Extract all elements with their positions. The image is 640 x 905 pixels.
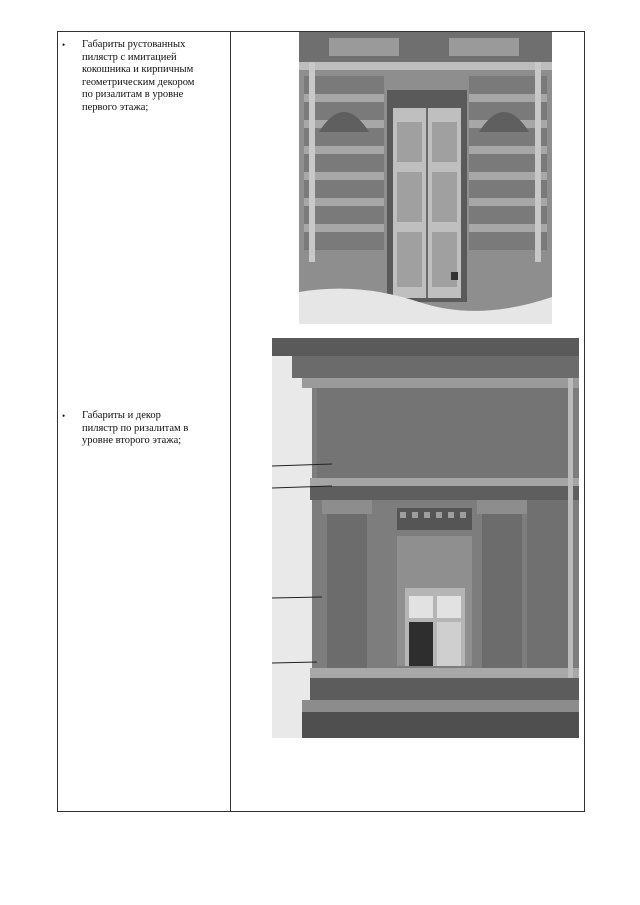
facade-second-floor-window-photo	[272, 338, 579, 738]
bullet-icon: •	[62, 411, 66, 421]
description-column	[58, 32, 231, 811]
list-item-text	[82, 39, 226, 114]
text-line: геометрическим декором	[82, 76, 195, 88]
document-table	[57, 31, 585, 812]
text-line: по ризалитам в уровне	[82, 89, 184, 100]
photo-column	[231, 32, 584, 811]
facade-first-floor-door-photo	[299, 32, 552, 324]
list-item-text	[82, 410, 226, 448]
list-item	[62, 410, 226, 448]
text-line: Габариты и декор	[82, 410, 161, 421]
text-line: пилястр с имитацией	[82, 51, 177, 63]
list-item	[62, 39, 226, 114]
text-line: уровне второго этажа;	[82, 435, 182, 446]
text-line: Габариты рустованных	[82, 39, 186, 50]
text-line: первого этажа;	[82, 101, 149, 113]
text-line: пилястр по ризалитам в	[82, 422, 189, 434]
bullet-icon: •	[62, 40, 66, 50]
text-line: кокошника и кирпичным	[82, 64, 194, 75]
